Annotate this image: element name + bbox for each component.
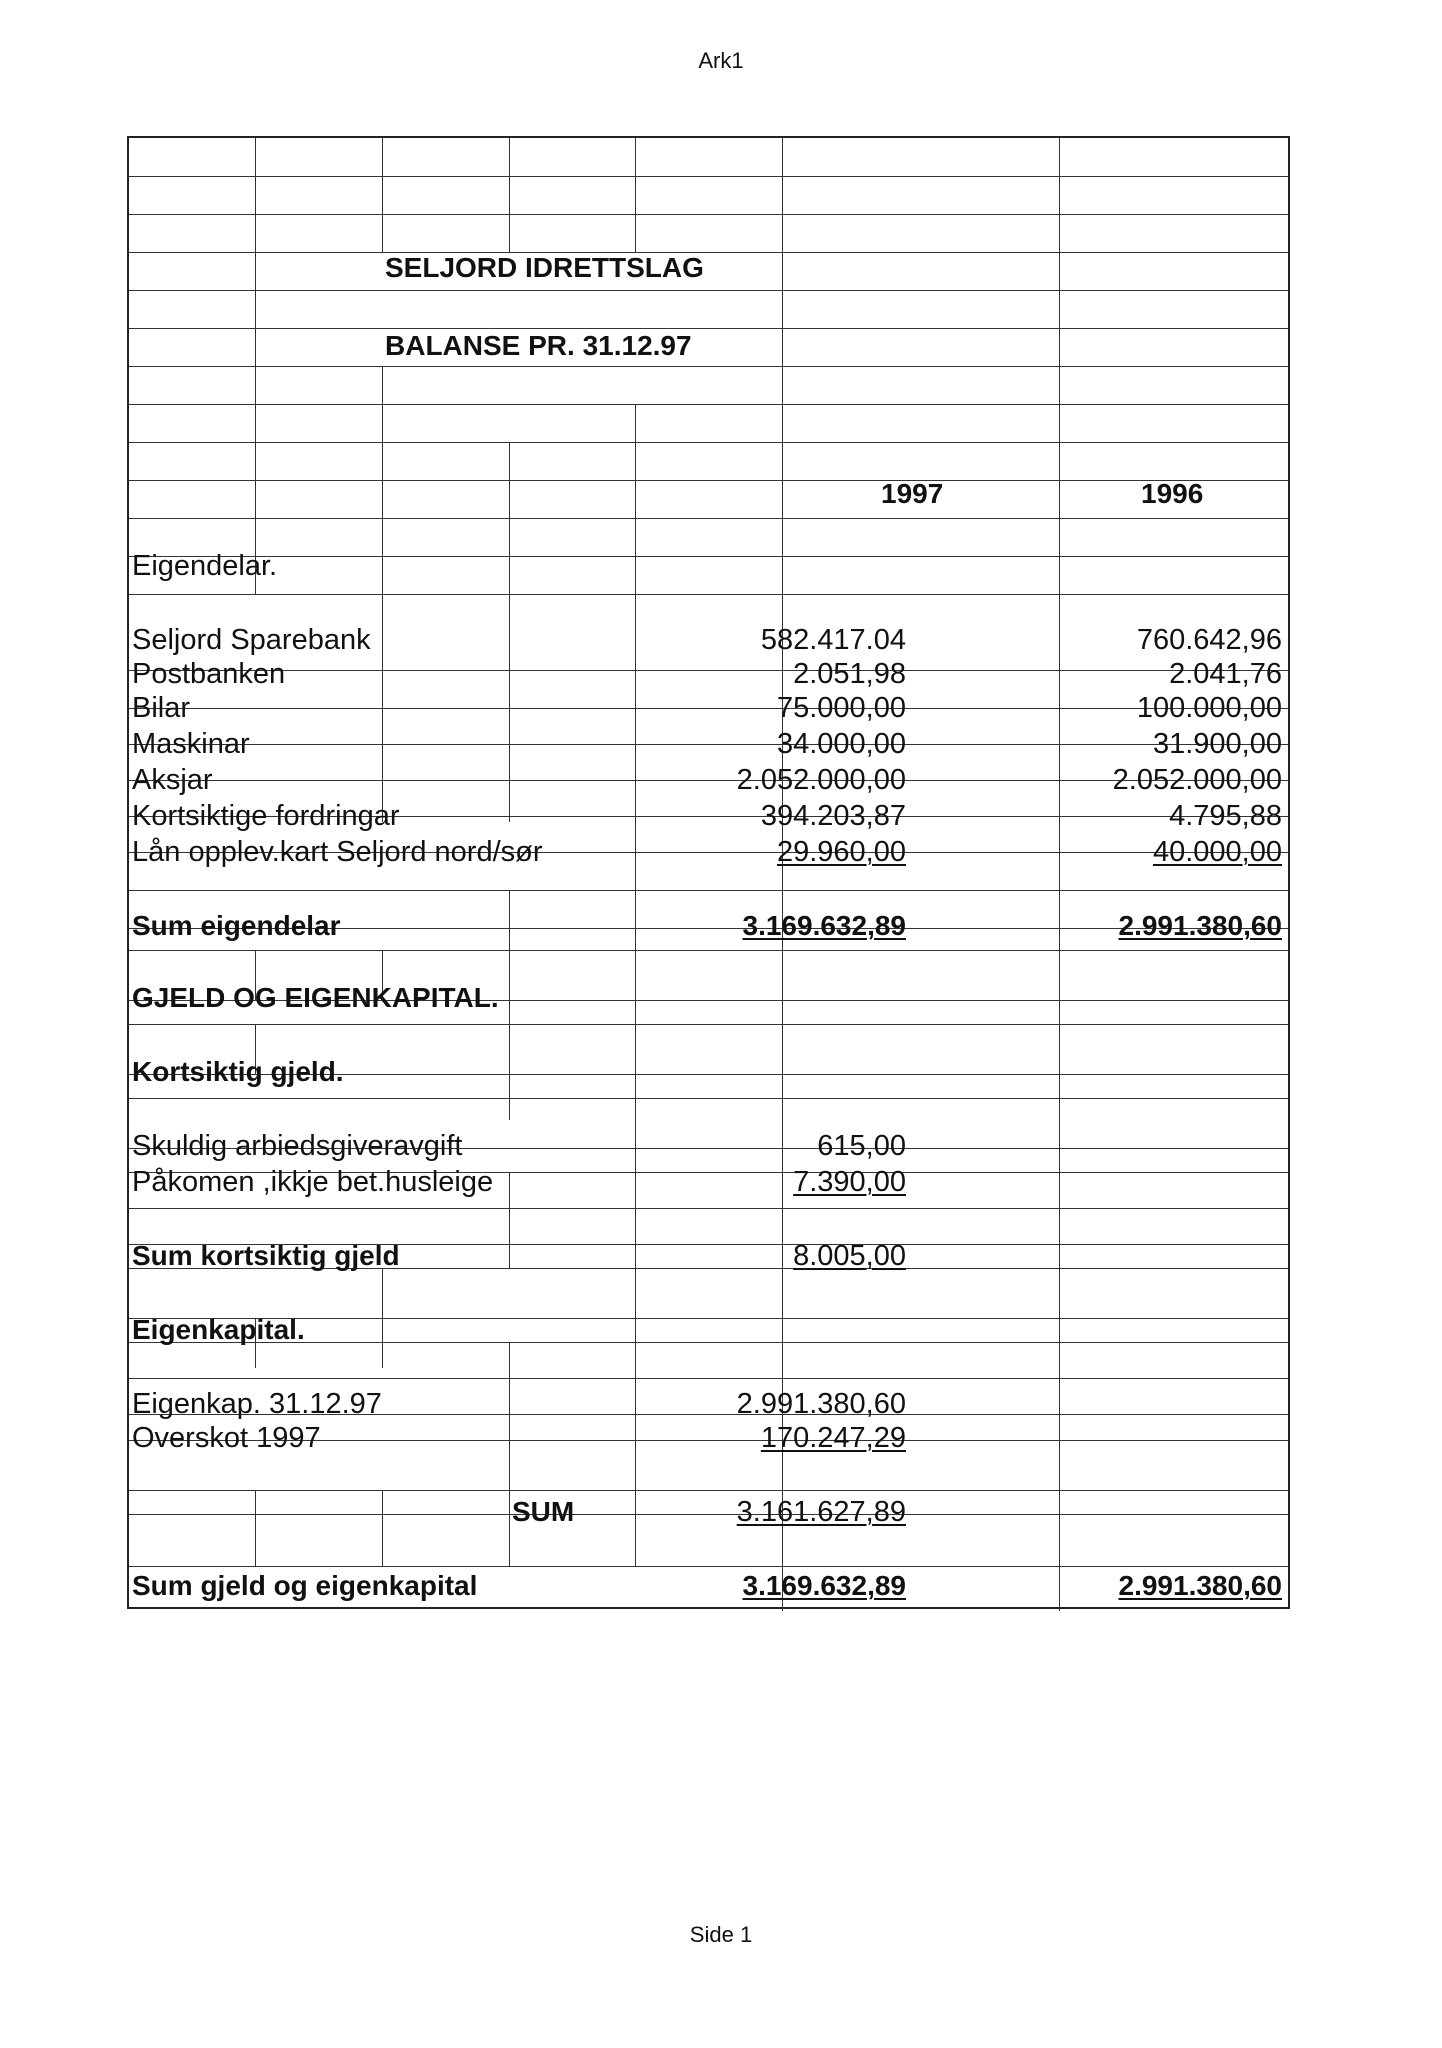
value-1996: 40.000,00 (1152, 836, 1282, 868)
value-1996: 2.052.000,00 (1112, 764, 1282, 796)
grid-line (129, 744, 1288, 745)
value-1997: 34.000,00 (776, 728, 906, 760)
grid-line (129, 1378, 1288, 1379)
assets-total-1997: 3.169.632,89 (742, 910, 906, 941)
grid-line (129, 890, 1288, 891)
row-label: Seljord Sparebank (132, 624, 371, 656)
balance-sheet-grid (127, 136, 1290, 1609)
sheet-name: Ark1 (698, 48, 744, 73)
grid-line (129, 518, 1288, 519)
value-1997: 582.417.04 (760, 624, 906, 656)
grid-line (635, 404, 636, 1566)
grid-line (509, 138, 510, 252)
row-label: Aksjar (132, 764, 213, 796)
assets-total-1996: 2.991.380,60 (1118, 910, 1282, 941)
value-1996: 2.041,76 (1169, 658, 1282, 690)
value-1997: 170.247,29 (760, 1422, 906, 1454)
grid-line (129, 480, 1288, 481)
value-1997: 2.052.000,00 (736, 764, 906, 796)
grand-total-label: Sum gjeld og eigenkapital (132, 1570, 478, 1601)
grid-line (129, 214, 1288, 215)
grid-line (255, 138, 256, 594)
grid-line (382, 1268, 383, 1368)
value-1996: 4.795,88 (1169, 800, 1282, 832)
value-1997: 2.051,98 (793, 658, 906, 690)
short-term-total-1997: 8.005,00 (793, 1240, 906, 1272)
grid-line (509, 1172, 510, 1268)
row-label: Kortsiktige fordringar (132, 800, 400, 832)
short-term-heading: Kortsiktig gjeld. (132, 1056, 344, 1087)
value-1997: 7.390,00 (793, 1166, 906, 1198)
year-previous-header: 1996 (1141, 478, 1204, 509)
grid-line (382, 138, 383, 252)
value-1997: 615,00 (817, 1130, 906, 1162)
grid-line (129, 1024, 1288, 1025)
row-label: Eigenkap. 31.12.97 (132, 1388, 382, 1420)
grid-line (129, 290, 1288, 291)
grid-line (129, 556, 1288, 557)
report-title: SELJORD IDRETTSLAG (385, 252, 704, 283)
value-1996: 31.900,00 (1152, 728, 1282, 760)
grid-line (129, 1098, 1288, 1099)
assets-heading: Eigendelar. (132, 550, 278, 582)
row-label: Påkomen ,ikkje bet.husleige (132, 1166, 494, 1198)
grand-total-1997: 3.169.632,89 (742, 1570, 906, 1601)
row-label: Skuldig arbiedsgiveravgift (132, 1130, 463, 1162)
assets-total-label: Sum eigendelar (132, 910, 341, 941)
row-label: Postbanken (132, 658, 286, 690)
value-1997: 2.991.380,60 (736, 1388, 906, 1420)
grid-line (129, 708, 1288, 709)
grid-line (129, 1514, 1288, 1515)
grid-line (129, 442, 1288, 443)
grid-line (382, 1490, 383, 1566)
grid-line (129, 670, 1288, 671)
year-current-header: 1997 (881, 478, 944, 509)
equity-sum-1997: 3.161.627,89 (736, 1496, 906, 1528)
grid-line (509, 1342, 510, 1566)
value-1996: 100.000,00 (1136, 692, 1282, 724)
grid-line (1059, 138, 1060, 1611)
grid-line (129, 366, 1288, 367)
liabilities-heading: GJELD OG EIGENKAPITAL. (132, 982, 499, 1013)
report-subtitle: BALANSE PR. 31.12.97 (385, 330, 692, 361)
row-label: Bilar (132, 692, 191, 724)
grid-line (129, 594, 1288, 595)
grid-line (255, 1490, 256, 1566)
grid-line (129, 1208, 1288, 1209)
grid-line (509, 890, 510, 1120)
value-1997: 29.960,00 (776, 836, 906, 868)
short-term-total-label: Sum kortsiktig gjeld (132, 1240, 400, 1271)
grid-line (129, 328, 1288, 329)
grid-line (129, 404, 1288, 405)
row-label: Maskinar (132, 728, 250, 760)
row-label: Overskot 1997 (132, 1422, 321, 1454)
value-1997: 394.203,87 (760, 800, 906, 832)
equity-heading: Eigenkapital. (132, 1314, 305, 1345)
value-1997: 75.000,00 (776, 692, 906, 724)
grid-line (635, 138, 636, 252)
grid-line (129, 950, 1288, 951)
value-1996: 760.642,96 (1136, 624, 1282, 656)
page-footer: Side 1 (689, 1922, 753, 1947)
grid-line (382, 366, 383, 822)
row-label: Lån opplev.kart Seljord nord/sør (132, 836, 543, 868)
equity-sum-label: SUM (512, 1496, 575, 1527)
grid-line (129, 252, 1288, 253)
grid-line (129, 1566, 1288, 1567)
grid-line (129, 176, 1288, 177)
grid-line (509, 442, 510, 822)
grand-total-1996: 2.991.380,60 (1118, 1570, 1282, 1601)
grid-line (129, 1490, 1288, 1491)
